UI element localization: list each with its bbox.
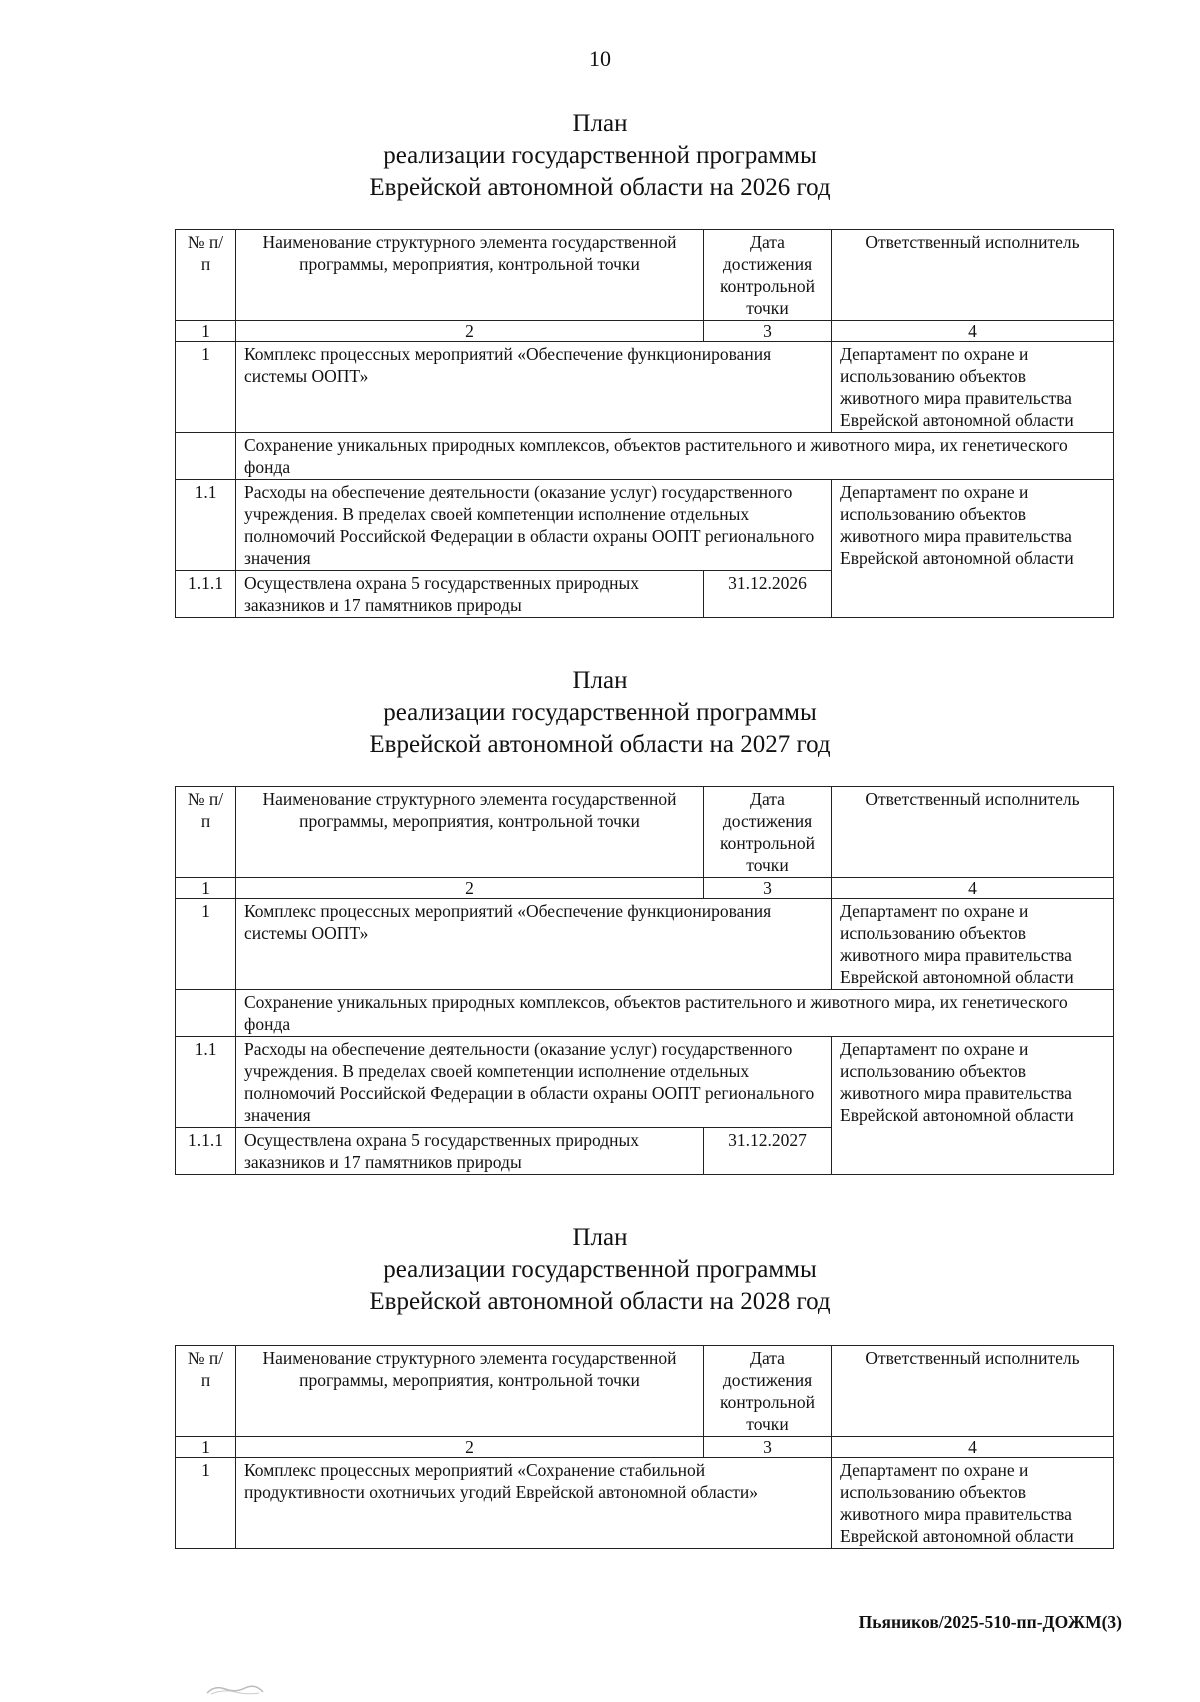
row-name: Осуществлена охрана 5 государственных природных заказников и 17 памятников природы xyxy=(236,1128,704,1175)
column-index-row xyxy=(176,878,1114,899)
header-num: № п/п xyxy=(176,787,236,878)
plan-title-2028 xyxy=(0,1222,1200,1318)
header-name: Наименование структурного элемента государственной программы, мероприятия, контрольной точки xyxy=(236,230,704,321)
plan-title-line: Еврейской автономной области на 2026 год xyxy=(369,174,831,201)
table-row xyxy=(176,1458,1114,1549)
row-num: 1 xyxy=(176,899,236,990)
row-executor: Департамент по охране и использованию объектов животного мира правительства Еврейской автономной области xyxy=(832,899,1114,990)
header-date: Дата достижения контрольной точки xyxy=(704,1346,832,1437)
column-index: 4 xyxy=(832,1437,1114,1458)
row-num: 1 xyxy=(176,1458,236,1549)
row-num: 1 xyxy=(176,342,236,433)
row-num-empty xyxy=(176,433,236,480)
header-name: Наименование структурного элемента государственной программы, мероприятия, контрольной точки xyxy=(236,1346,704,1437)
document-reference: Пьяников/2025-510-пп-ДОЖМ(3) xyxy=(858,1612,1122,1632)
column-index: 2 xyxy=(236,321,704,342)
column-index: 3 xyxy=(704,321,832,342)
column-index: 1 xyxy=(176,878,236,899)
row-executor: Департамент по охране и использованию объектов животного мира правительства Еврейской автономной области xyxy=(832,480,1114,618)
header-executor: Ответственный исполнитель xyxy=(832,787,1114,878)
table-row xyxy=(176,480,1114,571)
column-index-row xyxy=(176,321,1114,342)
plan-title-line: реализации государственной программы xyxy=(383,142,817,169)
table-row-goal xyxy=(176,990,1114,1037)
plan-table-2028 xyxy=(175,1345,1114,1549)
column-index: 3 xyxy=(704,1437,832,1458)
row-num-empty xyxy=(176,990,236,1037)
table-row xyxy=(176,1037,1114,1128)
row-num: 1.1 xyxy=(176,1037,236,1128)
plan-title-2027 xyxy=(0,665,1200,761)
row-executor: Департамент по охране и использованию объектов животного мира правительства Еврейской автономной области xyxy=(832,1458,1114,1549)
column-index-row xyxy=(176,1437,1114,1458)
row-executor: Департамент по охране и использованию объектов животного мира правительства Еврейской автономной области xyxy=(832,1037,1114,1175)
row-num: 1.1 xyxy=(176,480,236,571)
column-index: 3 xyxy=(704,878,832,899)
table-row xyxy=(176,899,1114,990)
plan-table-2026 xyxy=(175,229,1114,618)
header-name: Наименование структурного элемента государственной программы, мероприятия, контрольной точки xyxy=(236,787,704,878)
page-number: 10 xyxy=(589,46,611,71)
plan-title-line: реализации государственной программы xyxy=(383,699,817,726)
plan-title-line: Еврейской автономной области на 2028 год xyxy=(369,1288,831,1315)
row-name: Осуществлена охрана 5 государственных природных заказников и 17 памятников природы xyxy=(236,571,704,618)
plan-table-2027 xyxy=(175,786,1114,1175)
row-date: 31.12.2027 xyxy=(704,1128,832,1175)
column-index: 1 xyxy=(176,1437,236,1458)
plan-title-line: реализации государственной программы xyxy=(383,1256,817,1283)
plan-title-line: План xyxy=(572,1224,628,1251)
row-date: 31.12.2026 xyxy=(704,571,832,618)
row-name: Комплекс процессных мероприятий «Сохранение стабильной продуктивности охотничьих угодий Еврейской автономной области» xyxy=(236,1458,832,1549)
header-executor: Ответственный исполнитель xyxy=(832,1346,1114,1437)
row-name: Комплекс процессных мероприятий «Обеспечение функционирования системы ООПТ» xyxy=(236,342,832,433)
plan-title-line: План xyxy=(572,110,628,137)
row-name: Расходы на обеспечение деятельности (оказание услуг) государственного учреждения. В пределах своей компетенции исполнение отдельных полномочий Российской Федерации в области охраны ООПТ регионального значения xyxy=(236,1037,832,1128)
column-index: 2 xyxy=(236,878,704,899)
column-index: 1 xyxy=(176,321,236,342)
column-index: 2 xyxy=(236,1437,704,1458)
table-header-row xyxy=(176,787,1114,878)
header-num: № п/п xyxy=(176,230,236,321)
row-executor: Департамент по охране и использованию объектов животного мира правительства Еврейской автономной области xyxy=(832,342,1114,433)
row-num: 1.1.1 xyxy=(176,571,236,618)
row-name: Комплекс процессных мероприятий «Обеспечение функционирования системы ООПТ» xyxy=(236,899,832,990)
column-index: 4 xyxy=(832,878,1114,899)
plan-title-line: Еврейской автономной области на 2027 год xyxy=(369,731,831,758)
column-index: 4 xyxy=(832,321,1114,342)
header-executor: Ответственный исполнитель xyxy=(832,230,1114,321)
header-date: Дата достижения контрольной точки xyxy=(704,787,832,878)
row-goal: Сохранение уникальных природных комплексов, объектов растительного и животного мира, их генетического фонда xyxy=(236,990,1114,1037)
table-header-row xyxy=(176,230,1114,321)
plan-title-line: План xyxy=(572,667,628,694)
table-row xyxy=(176,342,1114,433)
table-header-row xyxy=(176,1346,1114,1437)
header-num: № п/п xyxy=(176,1346,236,1437)
table-row-goal xyxy=(176,433,1114,480)
stamp-mark-icon xyxy=(205,1683,265,1695)
row-goal: Сохранение уникальных природных комплексов, объектов растительного и животного мира, их генетического фонда xyxy=(236,433,1114,480)
header-date: Дата достижения контрольной точки xyxy=(704,230,832,321)
row-num: 1.1.1 xyxy=(176,1128,236,1175)
plan-title-2026 xyxy=(0,108,1200,204)
row-name: Расходы на обеспечение деятельности (оказание услуг) государственного учреждения. В пределах своей компетенции исполнение отдельных полномочий Российской Федерации в области охраны ООПТ регионального значения xyxy=(236,480,832,571)
